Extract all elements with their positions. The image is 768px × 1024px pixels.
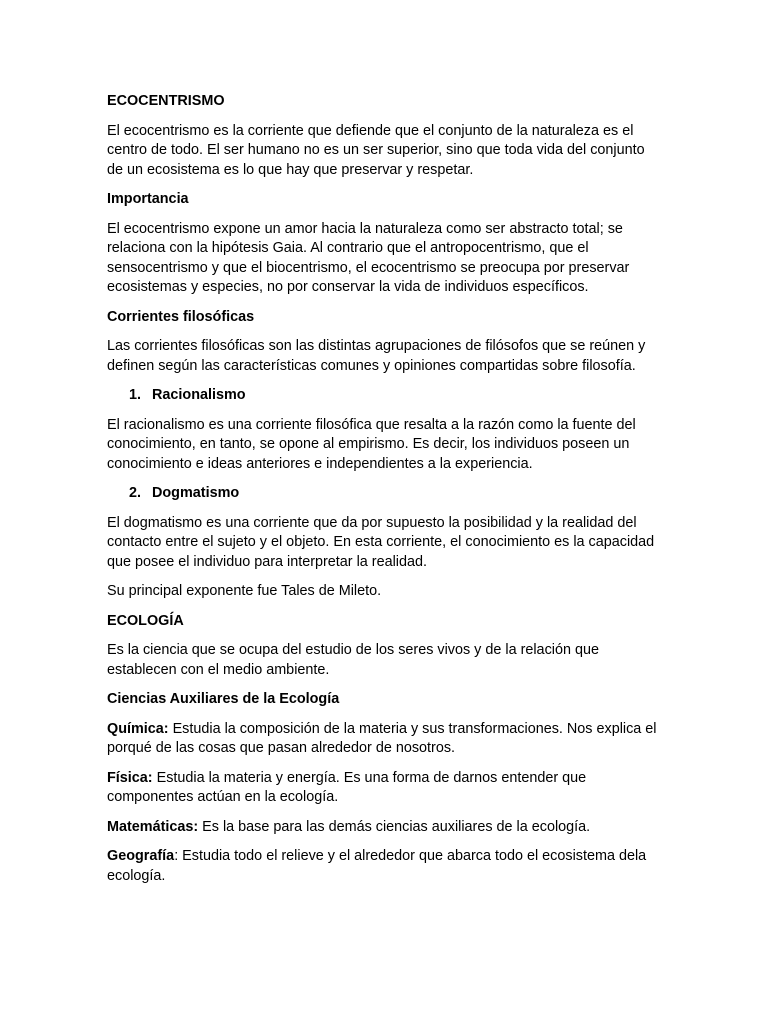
matematicas-text: Es la base para las demás ciencias auxiliares de la ecología. (198, 818, 591, 835)
corrientes-paragraph: Las corrientes filosóficas son las distintas agrupaciones de filósofos que se reúnen y definen según las características comunes y opiniones compartidas sobre filosofía. (107, 338, 646, 374)
ecologia-paragraph: Es la ciencia que se ocupa del estudio de los seres vivos y de la relación que establecen con el medio ambiente. (107, 642, 599, 678)
exponent-paragraph: Su principal exponente fue Tales de Mileto. (107, 583, 382, 599)
list-number: 2. (129, 485, 142, 501)
quimica-label: Química: (107, 720, 169, 737)
list-item-title: Racionalismo (152, 387, 246, 403)
fisica-paragraph (107, 769, 663, 808)
fisica-label: Física: (107, 769, 153, 786)
importancia-paragraph: El ecocentrismo expone un amor hacia la naturaleza como ser abstracto total; se relaciona con la hipótesis Gaia. Al contrario que el antropocentrismo, que el sensocentrismo y que el biocentrismo, el ecocentrismo se preocupa por preservar ecosistemas y especies, no por conservar la vida de individuos específicos. (107, 220, 630, 295)
auxiliares-heading: Ciencias Auxiliares de la Ecología (107, 691, 340, 707)
racionalismo-paragraph: El racionalismo es una corriente filosófica que resalta a la razón como la fuente del conocimiento, en tanto, se opone al empirismo. Es decir, los individuos poseen un conocimiento e ideas anteriores e independientes a la experiencia. (107, 416, 636, 472)
ecologia-heading: ECOLOGÍA (107, 612, 184, 629)
document-title: ECOCENTRISMO (107, 93, 225, 109)
quimica-text: Estudia la composición de la materia y sus transformaciones. Nos explica el porqué de las cosas que pasan alrededor de nosotros. (107, 720, 657, 756)
racionalismo-heading (107, 386, 663, 406)
dogmatismo-paragraph: El dogmatismo es una corriente que da por supuesto la posibilidad y la realidad del contacto entre el sujeto y el objeto. En esta corriente, el conocimiento es la capacidad que posee el individuo para interpretar la realidad. (107, 514, 655, 570)
geografia-label: Geografía (107, 848, 175, 864)
geografia-text: : Estudia todo el relieve y el alrededor que abarca todo el ecosistema dela ecología. (107, 848, 647, 884)
corrientes-heading: Corrientes filosóficas (107, 308, 255, 325)
quimica-paragraph (107, 720, 663, 759)
list-number: 1. (129, 387, 142, 403)
document-page (107, 92, 663, 896)
dogmatismo-heading (107, 484, 663, 504)
list-item-title: Dogmatismo (152, 485, 240, 501)
matematicas-label: Matemáticas: (107, 818, 199, 835)
geografia-paragraph (107, 847, 663, 886)
fisica-text: Estudia la materia y energía. Es una forma de darnos entender que componentes actúan en la ecología. (107, 769, 587, 805)
intro-paragraph: El ecocentrismo es la corriente que defiende que el conjunto de la naturaleza es el centro de todo. El ser humano no es un ser superior, sino que toda vida del conjunto de un ecosistema es lo que hay que preservar y respetar. (107, 122, 645, 178)
matematicas-paragraph (107, 818, 663, 838)
importancia-heading: Importancia (107, 191, 189, 207)
